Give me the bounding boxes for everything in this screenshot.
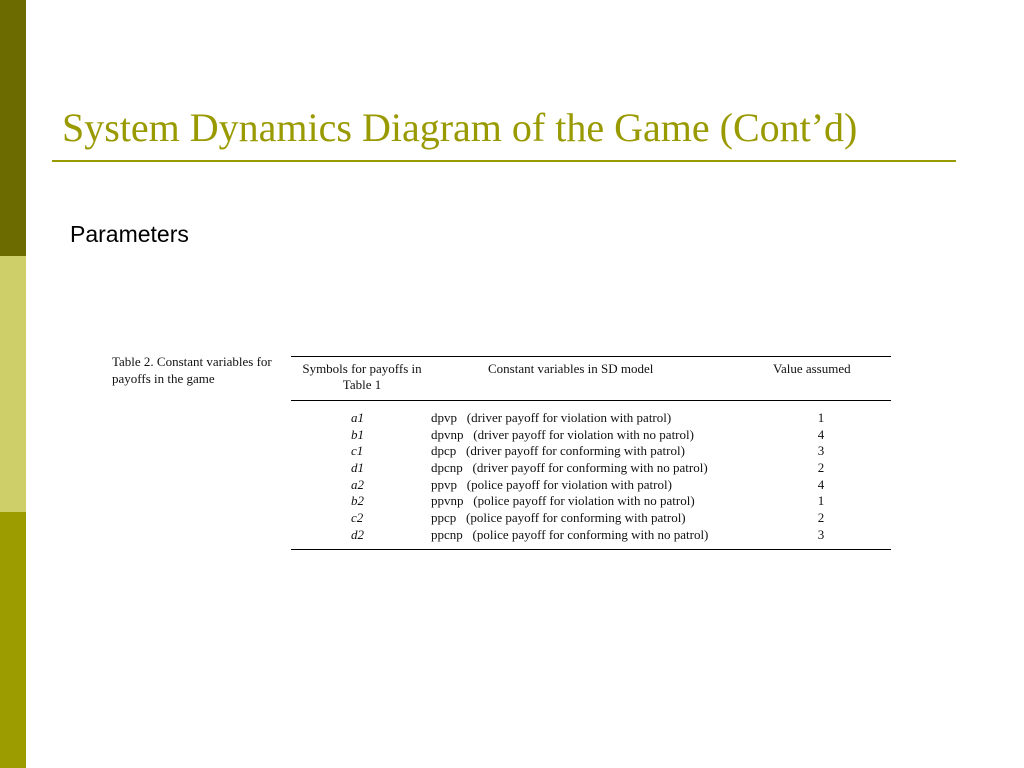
table-bottom-rule — [291, 549, 891, 550]
variable-name: ppvp — [431, 476, 457, 492]
value-cell: 1 — [817, 493, 825, 509]
symbol-cell: b2 — [351, 493, 364, 509]
variable-name: dpvp — [431, 410, 457, 425]
header-symbols: Symbols for payoffs in Table 1 — [302, 361, 422, 392]
table-top-rule — [291, 356, 891, 357]
variable-name: dpcp — [431, 443, 457, 459]
variable-name: dpcnp — [431, 460, 463, 476]
variable-description: (police payoff for conforming with no patrol) — [472, 526, 709, 542]
table-body — [291, 410, 891, 544]
table-header-rule — [291, 400, 891, 401]
constant-cell — [431, 510, 686, 527]
table-row — [291, 427, 891, 444]
table-row — [291, 443, 891, 460]
constant-cell — [431, 527, 708, 544]
table-row — [291, 460, 891, 477]
variable-description: (driver payoff for violation with no patrol) — [473, 426, 694, 442]
header-constants: Constant variables in SD model — [488, 361, 654, 376]
symbol-cell: c2 — [351, 510, 364, 526]
symbol-cell: d1 — [351, 460, 364, 476]
symbol-cell: a2 — [351, 476, 364, 492]
table-row — [291, 477, 891, 494]
table-row — [291, 527, 891, 544]
table-row — [291, 410, 891, 427]
sidebar-accent-bar — [0, 0, 26, 768]
constant-cell — [431, 477, 672, 494]
variable-name: ppcp — [431, 510, 457, 526]
table-row — [291, 493, 891, 510]
sidebar-segment-light — [0, 256, 26, 512]
value-cell: 2 — [817, 460, 825, 476]
variable-name: ppcnp — [431, 526, 463, 542]
variable-description: (driver payoff for violation with patrol) — [466, 410, 672, 425]
symbol-cell: a1 — [351, 410, 364, 425]
constant-cell — [431, 427, 694, 444]
value-cell: 3 — [817, 526, 825, 542]
parameters-heading: Parameters — [70, 221, 189, 247]
constant-cell — [431, 410, 671, 427]
value-cell: 1 — [817, 410, 825, 425]
value-cell: 4 — [817, 476, 825, 492]
table-caption: Table 2. Constant variables for payoffs in the game — [112, 354, 272, 386]
constant-cell — [431, 493, 695, 510]
variable-description: (police payoff for violation with no patrol) — [473, 493, 695, 509]
table-row — [291, 510, 891, 527]
value-cell: 3 — [817, 443, 825, 459]
sidebar-segment-medium — [0, 512, 26, 768]
sidebar-segment-dark — [0, 0, 26, 256]
variable-description: (police payoff for conforming with patrol) — [466, 510, 686, 526]
symbol-cell: b1 — [351, 426, 364, 442]
value-cell: 2 — [817, 510, 825, 526]
variable-description: (police payoff for violation with patrol) — [466, 476, 672, 492]
variable-name: dpvnp — [431, 426, 464, 442]
constant-cell — [431, 443, 685, 460]
symbol-cell: c1 — [351, 443, 364, 459]
variable-description: (driver payoff for conforming with patrol) — [466, 443, 685, 459]
symbol-cell: d2 — [351, 526, 364, 542]
variable-name: ppvnp — [431, 493, 464, 509]
slide-title: System Dynamics Diagram of the Game (Cont’d) — [62, 105, 858, 150]
variable-description: (driver payoff for conforming with no patrol) — [472, 460, 708, 476]
value-cell: 4 — [817, 426, 825, 442]
title-underline — [52, 160, 956, 162]
constant-cell — [431, 460, 708, 477]
header-value: Value assumed — [773, 361, 851, 376]
